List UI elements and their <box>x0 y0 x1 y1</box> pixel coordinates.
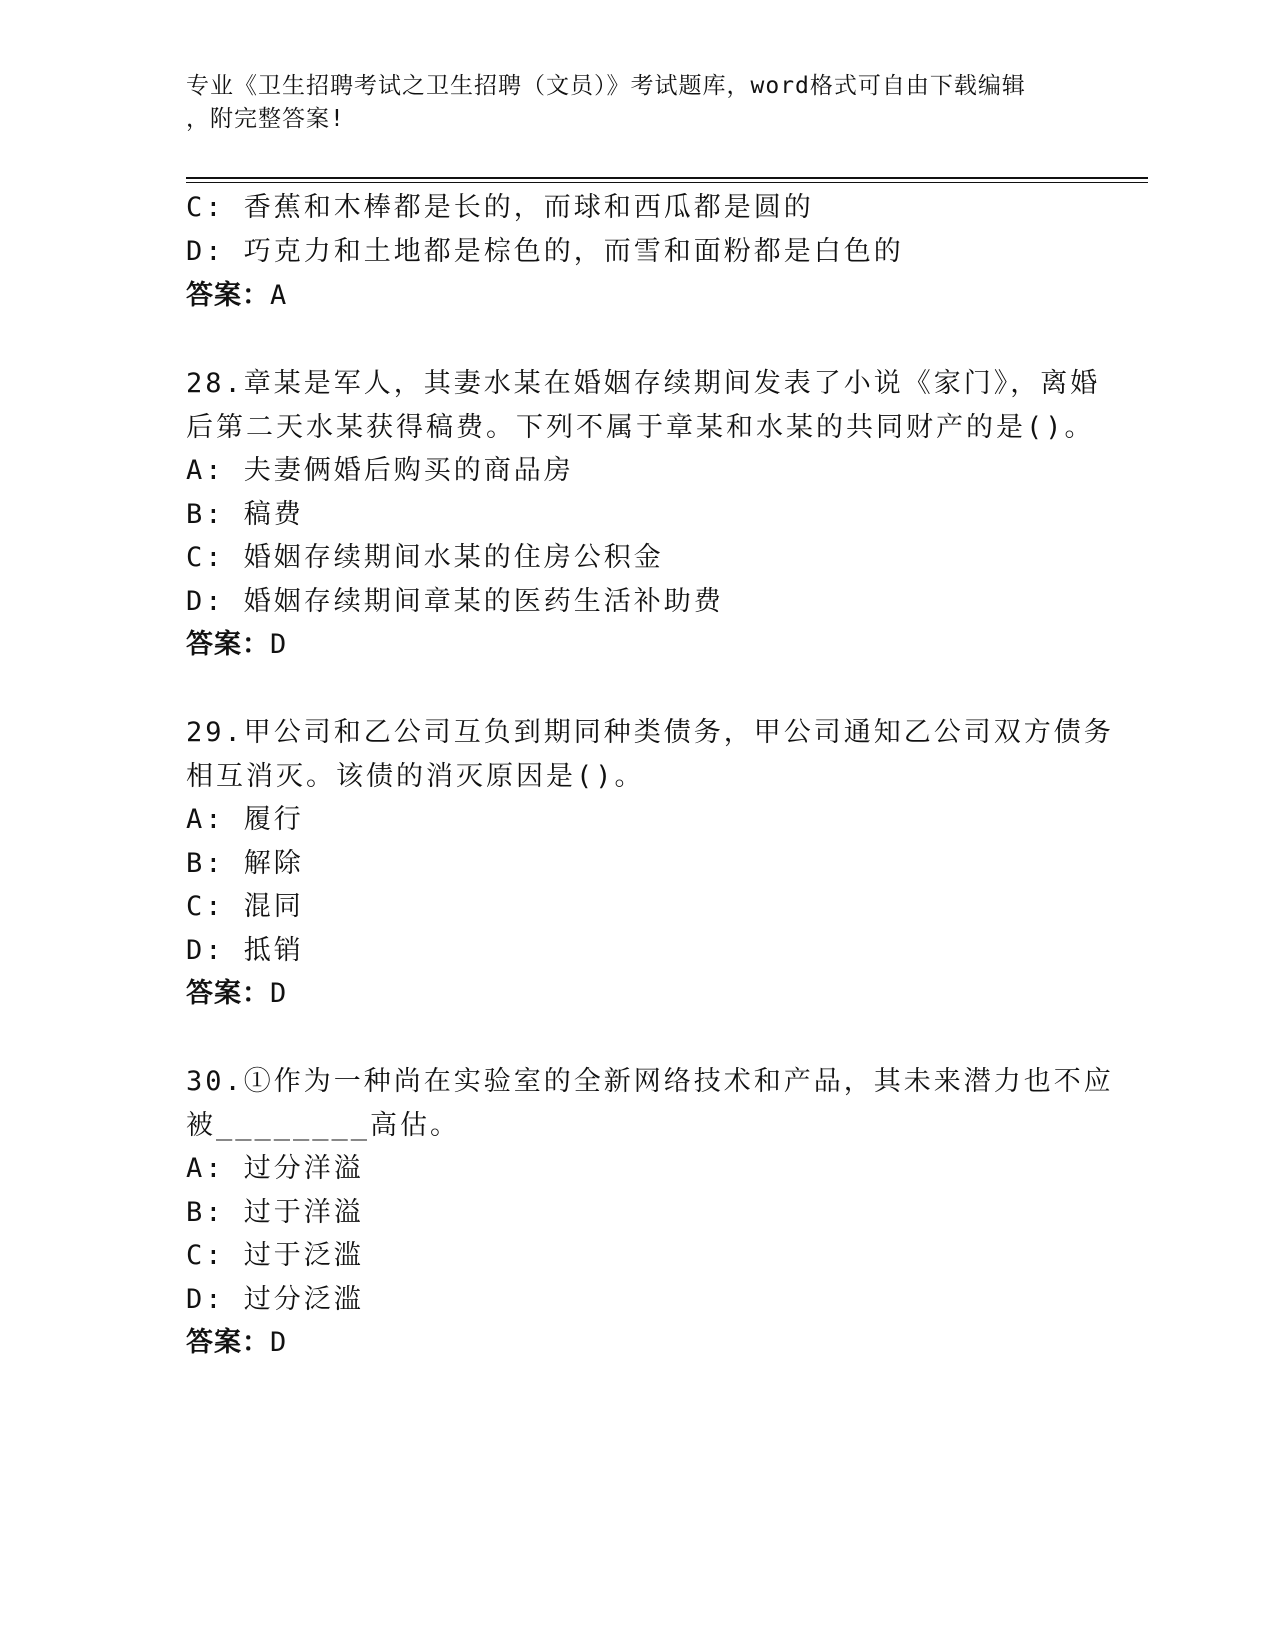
document-header <box>186 70 1086 136</box>
question-28-option-c: C: 婚姻存续期间水某的住房公积金 <box>186 542 664 573</box>
answer-value: D <box>270 1327 288 1358</box>
question-30-option-a: A: 过分洋溢 <box>186 1153 364 1184</box>
answer-label: 答案： <box>186 629 270 660</box>
option-c: C: 香蕉和木棒都是长的，而球和西瓜都是圆的 <box>186 192 814 223</box>
question-30-option-d: D: 过分泛滥 <box>186 1284 364 1315</box>
question-28-option-a: A: 夫妻俩婚后购买的商品房 <box>186 455 574 486</box>
header-divider-thin <box>186 182 1148 183</box>
header-divider-thick <box>186 177 1148 179</box>
question-28-text-line-2: 后第二天水某获得稿费。下列不属于章某和水某的共同财产的是()。 <box>186 412 1095 443</box>
answer-label: 答案： <box>186 1327 270 1358</box>
question-28-option-d: D: 婚姻存续期间章某的医药生活补助费 <box>186 586 724 617</box>
question-28-answer <box>186 627 287 663</box>
question-30-option-c: C: 过于泛滥 <box>186 1240 364 1271</box>
answer-value: D <box>270 629 288 660</box>
question-28-option-b: B: 稿费 <box>186 499 304 530</box>
question-29-option-c: C: 混同 <box>186 891 304 922</box>
answer-label: 答案： <box>186 978 270 1009</box>
answer-line <box>186 278 287 314</box>
question-28-text-line-1: 28.章某是军人，其妻水某在婚姻存续期间发表了小说《家门》，离婚 <box>186 368 1101 399</box>
question-29-answer <box>186 976 287 1012</box>
question-30-text-line-2: 被________高估。 <box>186 1110 461 1141</box>
question-29-option-a: A: 履行 <box>186 804 304 835</box>
question-30-text-line-1: 30.①作为一种尚在实验室的全新网络技术和产品，其未来潜力也不应 <box>186 1066 1114 1097</box>
header-line-2: ，附完整答案! <box>186 106 345 132</box>
question-29-option-b: B: 解除 <box>186 848 304 879</box>
question-29-text-line-2: 相互消灭。该债的消灭原因是()。 <box>186 761 645 792</box>
header-line-1: 专业《卫生招聘考试之卫生招聘（文员）》考试题库，word格式可自由下载编辑 <box>186 73 1026 99</box>
question-30-option-b: B: 过于洋溢 <box>186 1197 364 1228</box>
option-d: D: 巧克力和土地都是棕色的，而雪和面粉都是白色的 <box>186 236 904 267</box>
answer-value: D <box>270 978 288 1009</box>
answer-label: 答案： <box>186 280 270 311</box>
answer-value: A <box>270 280 288 311</box>
question-30-answer <box>186 1325 287 1361</box>
question-29-option-d: D: 抵销 <box>186 935 304 966</box>
question-29-text-line-1: 29.甲公司和乙公司互负到期同种类债务，甲公司通知乙公司双方债务 <box>186 717 1114 748</box>
